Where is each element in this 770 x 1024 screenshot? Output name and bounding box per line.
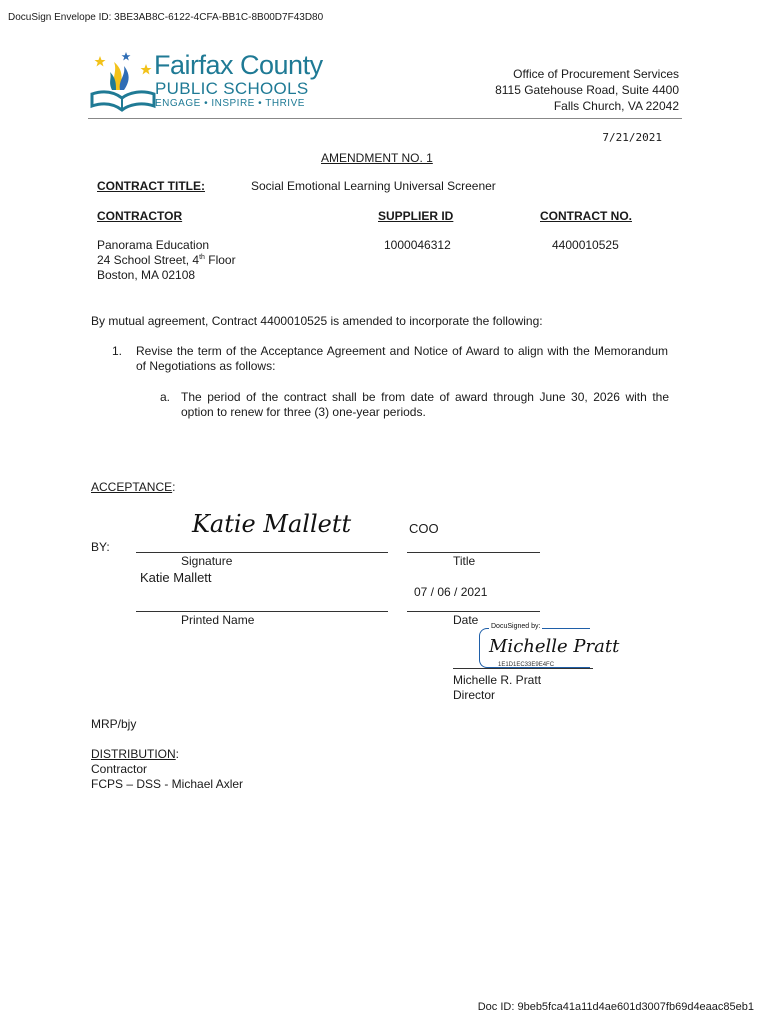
fcps-logo-icon: [88, 50, 160, 112]
intro-paragraph: By mutual agreement, Contract 4400010525 is amended to incorporate the following:: [91, 314, 543, 328]
supplier-id-value: 1000046312: [384, 238, 451, 252]
contractor-header: CONTRACTOR: [97, 209, 183, 223]
item1-number: 1.: [112, 344, 123, 358]
michelle-signature: Michelle Pratt: [489, 636, 620, 657]
office-city: Falls Church, VA 22042: [553, 99, 679, 113]
acceptance-label: ACCEPTANCE:: [91, 480, 176, 494]
printed-name-label: Printed Name: [181, 613, 255, 627]
item1a-letter: a.: [160, 390, 171, 404]
printed-name-line: [136, 611, 388, 612]
title-value: COO: [409, 521, 439, 536]
office-name: Office of Procurement Services: [513, 67, 679, 81]
docusigned-code: 1E1D1EC33E9E4FC: [498, 662, 555, 668]
logo-title-line2: PUBLIC SCHOOLS: [155, 79, 309, 98]
date-value: 07 / 06 / 2021: [414, 585, 488, 599]
director-name: Michelle R. Pratt: [453, 673, 542, 687]
envelope-id: DocuSign Envelope ID: 3BE3AB8C-6122-4CFA-BB1C-8B00D7F43D80: [8, 12, 324, 23]
printed-name-value: Katie Mallett: [140, 570, 212, 585]
contract-no-value: 4400010525: [552, 238, 619, 252]
contract-no-header: CONTRACT NO.: [540, 209, 632, 223]
item1-text: Revise the term of the Acceptance Agreement and Notice of Award to align with the Memorandum of Negotiations as follows:: [136, 344, 668, 373]
item1a-text: The period of the contract shall be from date of award through June 30, 2026 with the option to renew for three (3) one-year periods.: [181, 390, 669, 419]
katie-signature: Katie Mallett: [192, 510, 352, 538]
distribution-line2: FCPS – DSS - Michael Axler: [91, 777, 244, 791]
contractor-street: 24 School Street, 4th Floor: [97, 253, 236, 267]
title-label: Title: [453, 554, 476, 568]
distribution-line1: Contractor: [91, 762, 148, 776]
distribution-label: DISTRIBUTION:: [91, 747, 180, 761]
date-line: [407, 611, 540, 612]
initials: MRP/bjy: [91, 717, 137, 731]
docusigned-header: DocuSigned by:: [491, 623, 541, 630]
contract-title-value: Social Emotional Learning Universal Screener: [251, 179, 496, 193]
logo-tagline: ENGAGE • INSPIRE • THRIVE: [155, 98, 305, 109]
header-rule: [88, 118, 682, 119]
supplier-id-header: SUPPLIER ID: [378, 209, 454, 223]
contract-title-label: CONTRACT TITLE:: [97, 179, 205, 193]
office-street: 8115 Gatehouse Road, Suite 4400: [495, 83, 679, 97]
signature-line: [136, 552, 388, 553]
contractor-city: Boston, MA 02108: [97, 268, 196, 282]
date-label: Date: [453, 613, 479, 627]
director-signature-line: [453, 668, 593, 669]
logo-title-line1: Fairfax County: [154, 50, 323, 80]
by-label: BY:: [91, 540, 110, 554]
signature-label: Signature: [181, 554, 233, 568]
document-date: 7/21/2021: [602, 131, 662, 144]
director-title: Director: [453, 688, 496, 702]
doc-id: Doc ID: 9beb5fca41a11d4ae601d3007fb69d4eaac85eb1: [477, 1001, 754, 1013]
contractor-name: Panorama Education: [97, 238, 210, 252]
title-line: [407, 552, 540, 553]
amendment-title: AMENDMENT NO. 1: [321, 151, 433, 165]
